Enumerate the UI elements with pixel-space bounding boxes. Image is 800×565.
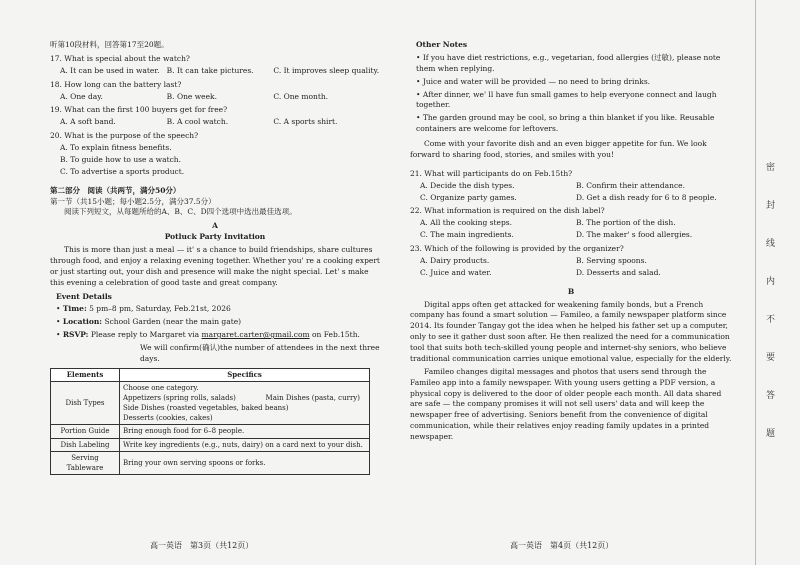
- options: [50, 117, 380, 128]
- seal-char: 答: [766, 391, 776, 401]
- table-cell: Write key ingredients (e.g., nuts, dairy) on a card next to your dish.: [120, 438, 370, 451]
- rsvp-email-link[interactable]: margaret.carter@gmail.com: [201, 330, 310, 340]
- question-text: 20. What is the purpose of the speech?: [50, 131, 199, 141]
- seal-line-margin: [755, 0, 800, 565]
- dish-type-line: Choose one category.: [123, 383, 199, 392]
- option-c[interactable]: C. Organize party games.: [420, 192, 517, 202]
- option-b[interactable]: B. Serving spoons.: [576, 255, 647, 265]
- note-item: • Juice and water will be provided — no need to bring drinks.: [416, 76, 651, 86]
- note-item: • The garden ground may be cool, so bring a thin blanket if you like. Reusable containers are welcome for leftovers.: [416, 113, 715, 134]
- option-b[interactable]: B. To guide how to use a watch.: [60, 154, 181, 164]
- option-d[interactable]: D. The maker' s food allergies.: [576, 230, 693, 240]
- closing-paragraph: Come with your favorite dish and an even bigger appetite for fun. We look forward to sharing food, stories, and smiles with you!: [410, 139, 707, 159]
- table-header: Specifics: [120, 368, 370, 381]
- location-label: Location:: [62, 317, 103, 327]
- question-text: 22. What information is required on the dish label?: [410, 206, 605, 216]
- table-header: Elements: [51, 368, 120, 381]
- right-column: [410, 40, 732, 443]
- passage-letter: B: [567, 286, 575, 296]
- question-23: [410, 244, 732, 279]
- table-row: [51, 381, 370, 425]
- option-a[interactable]: A. It can be used in water.: [60, 65, 160, 75]
- rsvp-text: Please reply to Margaret via: [90, 330, 200, 340]
- note-text: After dinner, we' ll have fun small games to help everyone connect and laugh together.: [416, 89, 717, 110]
- option-c[interactable]: C. It improves sleep quality.: [273, 65, 380, 75]
- option-a[interactable]: A. To explain fitness benefits.: [60, 143, 172, 152]
- dish-type-line: Appetizers (spring rolls, salads): [123, 394, 236, 403]
- table-cell: Serving Tableware: [51, 451, 120, 474]
- seal-char: 线: [766, 239, 776, 249]
- option-d[interactable]: D. Get a dish ready for 6 to 8 people.: [576, 192, 717, 202]
- seal-char: 密: [766, 163, 776, 173]
- instruction: 阅读下列短文，从每题所给的A、B、C、D四个选项中选出最佳选项。: [64, 207, 297, 217]
- option-b[interactable]: B. Confirm their attendance.: [576, 180, 685, 190]
- table-cell: Portion Guide: [51, 425, 120, 438]
- options: [410, 268, 732, 279]
- rsvp-label: RSVP:: [62, 330, 89, 340]
- option-a[interactable]: A. One day.: [60, 91, 103, 101]
- options: [50, 92, 380, 103]
- dish-type-line: Desserts (cookies, cakes): [123, 414, 213, 423]
- table-cell: Bring enough food for 6–8 people.: [120, 425, 370, 438]
- option-a[interactable]: A. A soft band.: [60, 117, 116, 127]
- question-text: 19. What can the first 100 buyers get for free?: [50, 105, 228, 115]
- note-item: • After dinner, we' ll have fun small games to help everyone connect and laugh together.: [416, 89, 717, 110]
- option-a[interactable]: A. Decide the dish types.: [420, 180, 515, 190]
- question-text: 21. What will participants do on Feb.15th?: [410, 168, 573, 178]
- seal-char: 要: [766, 353, 776, 363]
- question-22: [410, 206, 732, 241]
- event-heading: Event Details: [56, 291, 112, 301]
- passage-paragraph: This is more than just a meal — it' s a chance to build friendships, share cultures through food, and enjoy a relaxing evening together. Whether you' re a cooking expert or just starting out, your dish and presence will make the night special. Let' s make this evening a celebration of good taste and great company.: [50, 245, 380, 287]
- rsvp-date: on Feb.15th.: [311, 330, 360, 340]
- event-rsvp: • RSVP: Please reply to Margaret via margaret.carter@gmail.com on Feb.15th.: [56, 330, 360, 340]
- passage-letter: A: [212, 221, 218, 231]
- option-b[interactable]: B. One week.: [166, 91, 217, 101]
- time-value: 5 pm–8 pm, Saturday, Feb.21st, 2026: [89, 304, 231, 314]
- question-17: [50, 54, 380, 77]
- seal-char: 内: [766, 277, 776, 287]
- option-c[interactable]: C. One month.: [273, 91, 329, 101]
- note-text: Juice and water will be provided — no need to bring drinks.: [422, 76, 651, 86]
- left-column: [50, 40, 380, 475]
- option-a[interactable]: A. All the cooking steps.: [420, 218, 512, 228]
- option-c[interactable]: C. A sports shirt.: [273, 117, 338, 127]
- option-c[interactable]: C. The main ingredients.: [420, 230, 514, 240]
- option-b[interactable]: B. It can take pictures.: [166, 65, 254, 75]
- table-row: [51, 438, 370, 451]
- event-time: • Time: 5 pm–8 pm, Saturday, Feb.21st, 2026: [56, 304, 231, 314]
- table-cell: Bring your own serving spoons or forks.: [120, 451, 370, 474]
- time-label: Time:: [62, 304, 87, 314]
- option-c[interactable]: C. Juice and water.: [420, 267, 492, 277]
- options: [410, 181, 732, 192]
- table-cell: Dish Types: [51, 381, 120, 425]
- table-cell: Dish Labeling: [51, 438, 120, 451]
- seal-char: 题: [766, 429, 776, 439]
- seal-char: 封: [766, 201, 776, 211]
- table-header-row: [51, 368, 370, 381]
- question-18: [50, 80, 380, 103]
- passage-title: Potluck Party Invitation: [164, 232, 266, 242]
- question-text: 23. Which of the following is provided by the organizer?: [410, 244, 624, 253]
- note-text: The garden ground may be cool, so bring a thin blanket if you like. Reusable containers are welcome for leftovers.: [416, 113, 715, 134]
- question-21: [410, 169, 732, 204]
- option-c[interactable]: C. To advertise a sports product.: [60, 166, 185, 176]
- table-cell: [120, 381, 370, 425]
- question-text: 18. How long can the battery last?: [50, 79, 182, 89]
- confirm-note: We will confirm(确认)the number of attendees in the next three days.: [140, 343, 380, 363]
- section-heading: 第一节（共15小题；每小题2.5分，满分37.5分）: [50, 196, 216, 206]
- dish-type-line: Main Dishes (pasta, curry): [265, 394, 360, 403]
- options: [410, 230, 732, 241]
- location-value: School Garden (near the main gate): [104, 317, 242, 327]
- option-a[interactable]: A. Dairy products.: [420, 255, 490, 265]
- dish-type-line-pair: [123, 393, 366, 403]
- option-d[interactable]: D. Desserts and salad.: [576, 267, 661, 277]
- question-19: [50, 105, 380, 128]
- question-text: 17. What is special about the watch?: [50, 53, 190, 63]
- other-notes-heading: Other Notes: [416, 40, 468, 49]
- passage-paragraph: Digital apps often get attacked for weakening family bonds, but a French company has found a smart solution — Famileo, a family newspaper platform since 2014. Its founder Tangay got the idea when he helped his father set up a computer, only to see it gather dust soon after. He then realized the need for a communication tool that suits both tech-skilled young people and internet-shy seniors, who believe traditional communication carries unique emotional value, especially for the elderly.: [410, 299, 732, 363]
- option-b[interactable]: B. The portion of the dish.: [576, 218, 676, 228]
- options: [50, 66, 380, 77]
- note-item: • If you have diet restrictions, e.g., vegetarian, food allergies (过敏), please note them when replying.: [416, 52, 721, 73]
- option-b[interactable]: B. A cool watch.: [166, 117, 229, 127]
- question-20: [50, 131, 380, 178]
- options: [410, 193, 732, 204]
- listening-intro: 听第10段材料，回答第17至20题。: [50, 40, 169, 49]
- seal-char: 不: [766, 315, 776, 325]
- details-table: [50, 368, 370, 475]
- dish-type-line: Side Dishes (roasted vegetables, baked beans): [123, 404, 289, 413]
- table-row: [51, 425, 370, 438]
- page-footer-left: 高一英语 第3页（共12页）: [150, 541, 254, 550]
- page-footer-right: 高一英语 第4页（共12页）: [510, 541, 614, 550]
- note-text: If you have diet restrictions, e.g., vegetarian, food allergies (过敏), please note them when replying.: [416, 52, 721, 73]
- event-location: • Location: School Garden (near the main gate): [56, 317, 242, 327]
- part-heading: 第二部分 阅读（共两节，满分50分）: [50, 185, 181, 195]
- options: [410, 256, 732, 267]
- options: [410, 218, 732, 229]
- table-row: [51, 451, 370, 474]
- passage-paragraph: Famileo changes digital messages and photos that users send through the Famileo app into a family newspaper. With young users getting a PDF version, a physical copy is delivered to the door of older people each month. All data shared are safe — the company promises it will not sell users' data and will keep the newspaper free of advertising. Seniors benefit from the convenience of digital communication, while their relatives enjoy reading family updates in a printed newspaper.: [410, 366, 722, 441]
